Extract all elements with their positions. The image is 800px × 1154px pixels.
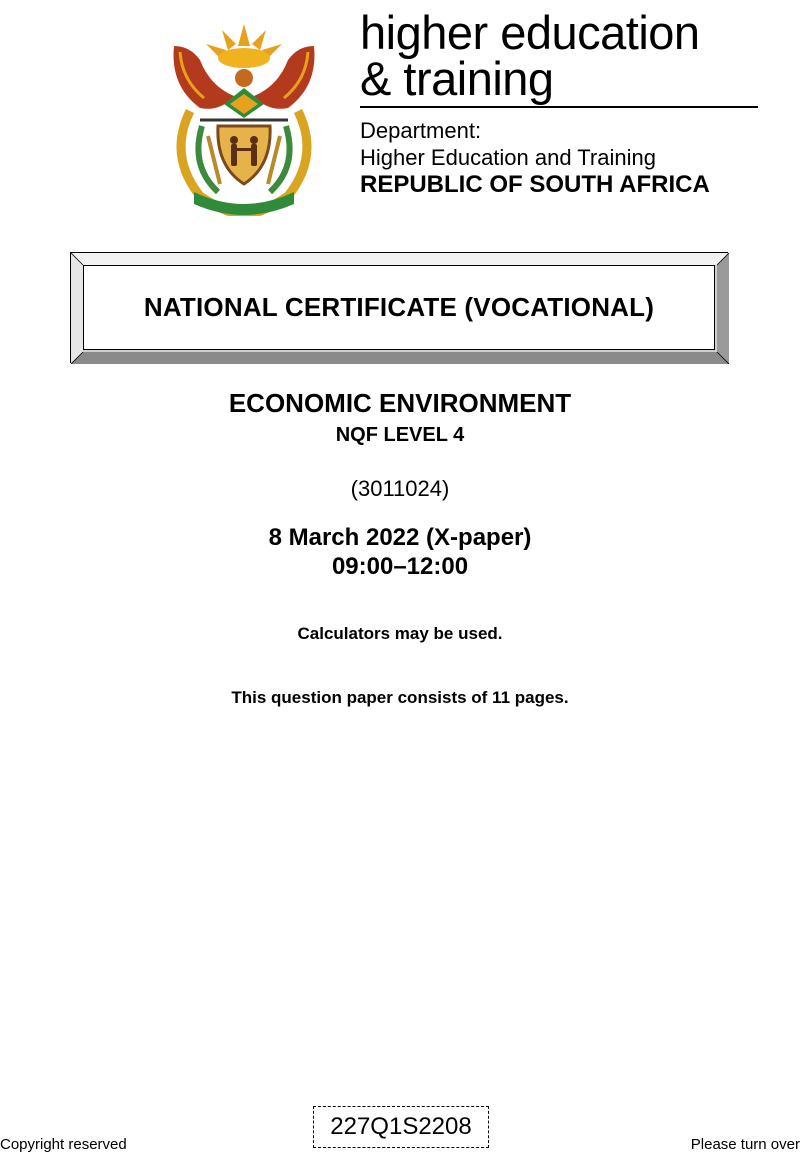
department-name: Higher Education and Training [360,145,656,170]
exam-date: 8 March 2022 (X-paper) [268,524,532,551]
coat-of-arms-logo [160,16,328,216]
paper-code: 227Q1S2208 [330,1113,472,1140]
brand-title [360,6,700,105]
copyright-notice: Copyright reserved [0,1136,127,1153]
title-frame-inner [83,265,715,350]
paper-code-box [313,1106,489,1148]
nqf-level: NQF LEVEL 4 [335,424,465,446]
exam-time: 09:00–12:00 [331,553,469,580]
department-block [360,117,710,198]
turn-over-note: Please turn over [690,1136,800,1153]
department-label: Department: [360,118,482,143]
brand-line-1: higher education [360,6,700,59]
calculators-note: Calculators may be used. [297,624,503,643]
brand-divider [360,106,758,108]
brand-line-2: & training [360,52,554,105]
title-frame [70,252,728,363]
country-name: REPUBLIC OF SOUTH AFRICA [360,171,710,198]
subject-code: (3011024) [350,476,450,501]
certificate-title: NATIONAL CERTIFICATE (VOCATIONAL) [143,292,655,322]
page-count-note: This question paper consists of 11 pages. [231,688,569,707]
subject-title: ECONOMIC ENVIRONMENT [228,388,572,418]
